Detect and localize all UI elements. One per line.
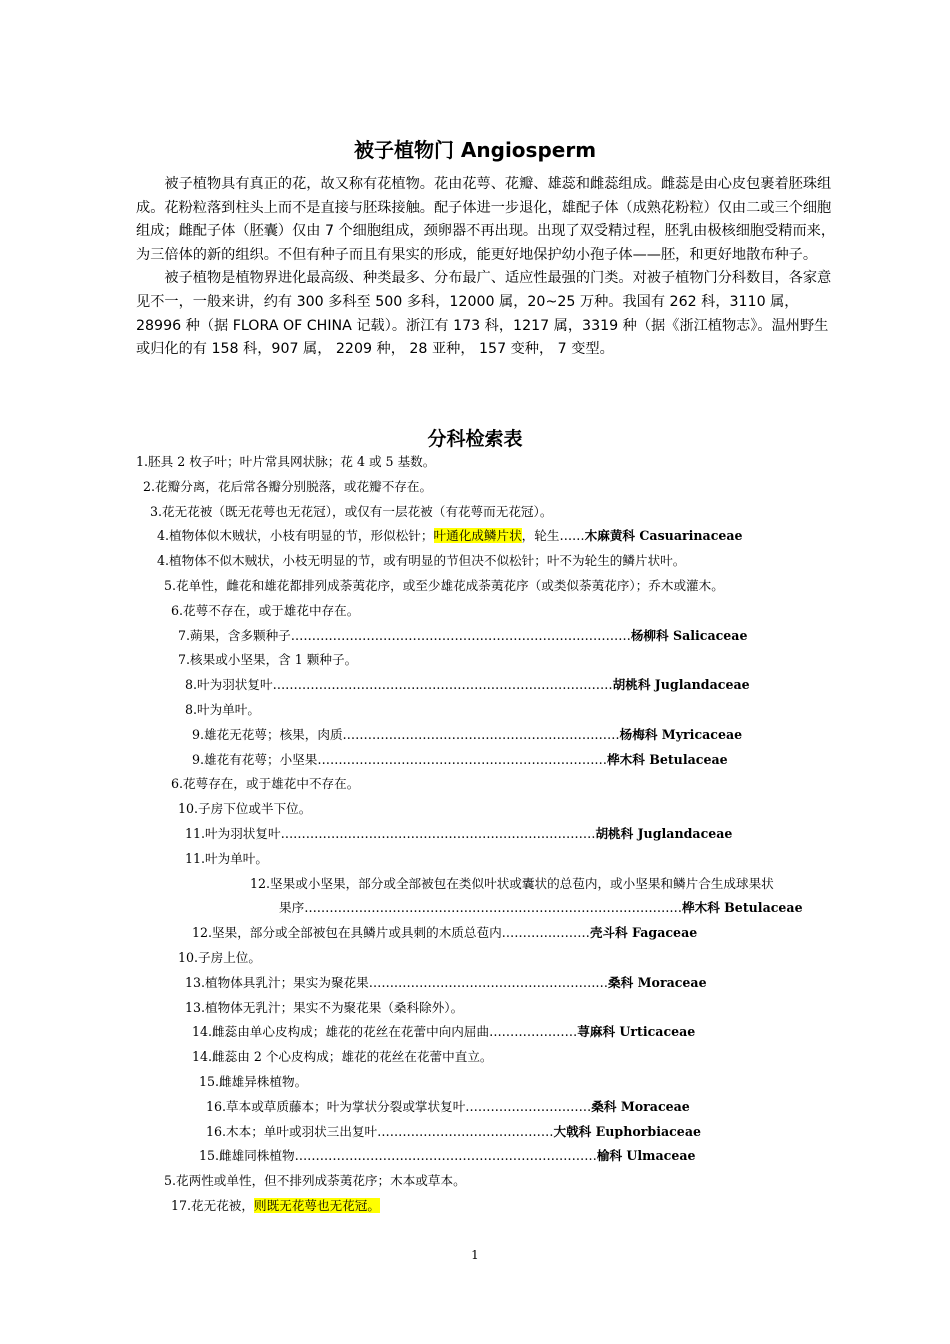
family-name: 榆科 Ulmaceae bbox=[596, 1148, 696, 1164]
key-line bbox=[136, 1045, 846, 1070]
family-name: 大戟科 Euphorbiaceae bbox=[553, 1123, 701, 1139]
key-line bbox=[136, 723, 846, 748]
family-name: 桦木科 Betulaceae bbox=[682, 900, 803, 916]
key-line-text: 3.花无花被（既无花萼也无花冠），或仅有一层花被（有花萼而无花冠）。 bbox=[150, 503, 553, 519]
key-line bbox=[136, 549, 846, 574]
key-line-text: 4.植物体似木贼状，小枝有明显的节，形似松针； bbox=[157, 528, 434, 544]
key-line bbox=[136, 996, 846, 1021]
key-line bbox=[136, 847, 846, 872]
key-line-text: 13.植物体具乳汁；果实为聚花果………………………………………………… bbox=[185, 974, 609, 990]
key-line bbox=[136, 648, 846, 673]
page-title: 被子植物门 Angiosperm bbox=[353, 138, 597, 162]
key-line bbox=[136, 698, 846, 723]
key-line bbox=[136, 624, 846, 649]
key-line-text: 8.叶为羽状复叶……………………………………………………………………… bbox=[185, 677, 613, 693]
family-name: 壳斗科 Fagaceae bbox=[589, 925, 698, 941]
family-name: 桑科 Moraceae bbox=[608, 974, 707, 990]
key-line-text: 5.花两性或单性，但不排列成荼荑花序；木本或草本。 bbox=[164, 1173, 466, 1189]
key-line bbox=[136, 450, 846, 475]
page-number: 1 bbox=[471, 1248, 479, 1262]
key-title: 分科检索表 bbox=[427, 428, 523, 450]
key-line bbox=[136, 1070, 846, 1095]
family-name: 荨麻科 Urticaceae bbox=[577, 1024, 696, 1040]
key-line bbox=[136, 946, 846, 971]
family-name: 杨柳科 Salicaceae bbox=[630, 627, 748, 643]
key-line-text: 14.雌蕊由 2 个心皮构成；雄花的花丝在花蕾中直立。 bbox=[192, 1049, 493, 1065]
key-line-text: 8.叶为单叶。 bbox=[185, 701, 260, 717]
highlighted-text: 叶通化成鳞片状 bbox=[433, 528, 522, 544]
key-line-text: 14.雌蕊由单心皮构成；雄花的花丝在花蕾中向内屈曲………………… bbox=[192, 1024, 578, 1040]
family-name: 胡桃科 Juglandaceae bbox=[612, 677, 750, 693]
key-line bbox=[136, 475, 846, 500]
key-line-text: 12.坚果，部分或全部被包在具鳞片或具刺的木质总苞内………………… bbox=[192, 925, 590, 941]
key-line bbox=[136, 921, 846, 946]
key-line-text: 16.草本或草质藤本；叶为掌状分裂或掌状复叶………………………… bbox=[206, 1098, 592, 1114]
key-line bbox=[136, 1120, 846, 1145]
key-line bbox=[136, 971, 846, 996]
key-line bbox=[136, 1169, 846, 1194]
key-line-text: 5.花单性，雌花和雄花都排列成荼荑花序，或至少雄花成荼荑花序（或类似荼荑花序）；乔木或灌木。 bbox=[164, 577, 724, 593]
key-line-text: 4.植物体不似木贼状，小枝无明显的节，或有明显的节但决不似松针；叶不为轮生的鳞片状叶。 bbox=[157, 553, 686, 569]
family-name: 木麻黄科 Casuarinaceae bbox=[584, 528, 743, 544]
key-line bbox=[136, 772, 846, 797]
key-line-text: 9.雄花有花萼；小坚果…………………………………………………………… bbox=[192, 751, 608, 767]
key-line-text: 果序……………………………………………………………………………… bbox=[279, 900, 682, 916]
key-line bbox=[136, 1144, 846, 1169]
key-line-text: 6.花萼存在，或于雄花中不存在。 bbox=[171, 776, 360, 792]
family-name: 胡桃科 Juglandaceae bbox=[595, 825, 733, 841]
key-line-text: ，轮生…… bbox=[521, 528, 585, 544]
key-line-text: 9.雄花无花萼；核果，肉质………………………………………………………… bbox=[192, 726, 620, 742]
key-line-text: 7.核果或小坚果，含 1 颗种子。 bbox=[178, 652, 358, 668]
key-line-text: 17.花无花被， bbox=[171, 1197, 254, 1213]
key-line-text: 15.雌雄异株植物。 bbox=[199, 1073, 308, 1089]
family-name: 桑科 Moraceae bbox=[591, 1098, 690, 1114]
intro-paragraph: 被子植物具有真正的花，故又称有花植物。花由花萼、花瓣、雄蕊和雌蕊组成。雌蕊是由心皮包裹着胚珠组成。花粉粒落到柱头上而不是直接与胚珠接触。配子体进一步退化，雄配子体（成熟花粉粒）仅由二或三个细胞组成；雌配子体（胚囊）仅由 7 个细胞组成，颈卵器不再出现。出现了双受精过程，胚乳由极核细胞受精而来，为三倍体的新的组织。不但有种子而且有果实的形成，能更好地保护幼小孢子体——胚，和更好地散布种子。 bbox=[136, 176, 836, 263]
family-name: 杨梅科 Myricaceae bbox=[619, 726, 743, 742]
key-line bbox=[136, 500, 846, 525]
key-line-text: 16.木本；单叶或羽状三出复叶…………………………………… bbox=[206, 1123, 554, 1139]
key-line bbox=[136, 748, 846, 773]
highlighted-text: 则既无花萼也无花冠。 bbox=[254, 1197, 380, 1213]
key-line-text: 2.花瓣分离，花后常各瓣分别脱落，或花瓣不存在。 bbox=[143, 478, 433, 494]
key-line bbox=[136, 797, 846, 822]
key-line-text: 11.叶为单叶。 bbox=[185, 850, 268, 866]
key-line bbox=[136, 822, 846, 847]
key-line bbox=[136, 872, 846, 897]
key-line-text: 1.胚具 2 枚子叶；叶片常具网状脉；花 4 或 5 基数。 bbox=[136, 454, 436, 469]
family-name: 桦木科 Betulaceae bbox=[607, 751, 728, 767]
key-line bbox=[136, 896, 846, 921]
intro-paragraph: 被子植物是植物界进化最高级、种类最多、分布最广、适应性最强的门类。对被子植物门分科数目，各家意见不一，一般来讲，约有 300 多科至 500 多科，12000 属，20~25 万种。我国有 262 科，3110 属，28996 种（据 FLORA OF CHINA 记载）。浙江有 173 科，1217 属，3319 种（据《浙江植物志》。温州野生或归化的有 158 科，907 属， 2209 种， 28 亚种， 157 变种， 7 变型。 bbox=[136, 270, 832, 358]
key-line-text: 7.蒴果，含多颗种子……………………………………………………………………… bbox=[178, 627, 631, 643]
key-line bbox=[136, 524, 846, 549]
key-line-text: 15.雌雄同株植物……………………………………………………………… bbox=[199, 1148, 597, 1164]
key-line bbox=[136, 1194, 846, 1219]
key-line bbox=[136, 599, 846, 624]
intro-text bbox=[136, 173, 838, 362]
key-line-text: 13.植物体无乳汁；果实不为聚花果（桑科除外）。 bbox=[185, 999, 464, 1015]
key-line-text: 11.叶为羽状复叶………………………………………………………………… bbox=[185, 825, 596, 841]
key-line-text: 6.花萼不存在，或于雄花中存在。 bbox=[171, 602, 360, 618]
key-line bbox=[136, 1020, 846, 1045]
key-line-text: 10.子房上位。 bbox=[178, 949, 261, 965]
identification-key bbox=[136, 450, 846, 1219]
key-line-text: 12.坚果或小坚果，部分或全部被包在类似叶状或囊状的总苞内，或小坚果和鳞片合生成球果状 bbox=[250, 875, 774, 891]
key-line-text: 10.子房下位或半下位。 bbox=[178, 801, 312, 817]
key-line bbox=[136, 1095, 846, 1120]
key-line bbox=[136, 673, 846, 698]
key-line bbox=[136, 574, 846, 599]
